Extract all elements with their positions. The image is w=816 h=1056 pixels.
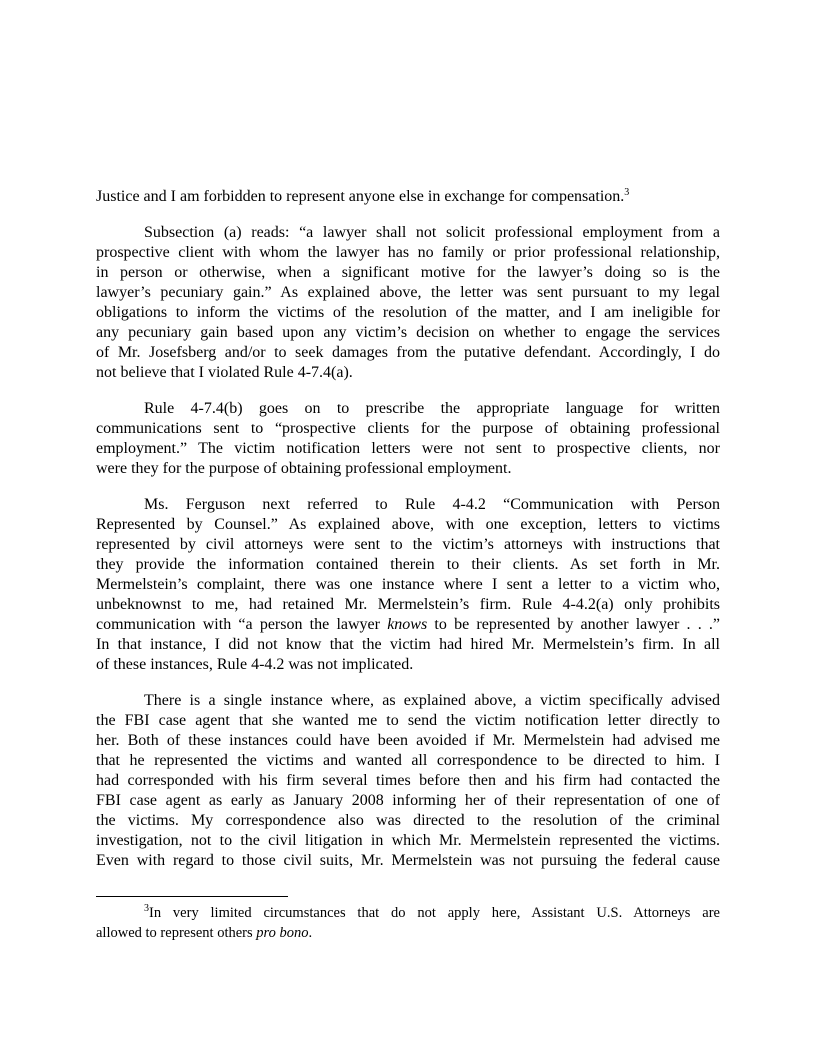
line-text: There is a single instance where, as explained above, a victim specifically advised — [144, 692, 720, 709]
line-text: of Mr. Josefsberg and/or to seek damages from the putative defendant. Accordingly, I do — [96, 344, 720, 361]
line-text: Ms. Ferguson next referred to Rule 4-4.2 “Communication with Person — [144, 496, 720, 513]
line-text: obligations to inform the victims of the resolution of the matter, and I am ineligible for — [96, 304, 720, 321]
text-line — [96, 243, 720, 263]
line-text: any pecuniary gain based upon any victim’s decision on whether to engage the services — [96, 324, 720, 341]
text-line — [96, 731, 720, 751]
text-line — [96, 495, 720, 515]
text-line — [96, 635, 720, 655]
text-line — [96, 439, 720, 459]
text-line — [96, 515, 720, 535]
footnote — [96, 903, 720, 943]
italic-text: pro bono — [256, 925, 309, 941]
line-text: represented by civil attorneys were sent to the victim’s attorneys with instructions that — [96, 536, 720, 553]
text-line — [96, 851, 720, 871]
line-text: of these instances, Rule 4-4.2 was not implicated. — [96, 656, 414, 673]
footnote-marker: 3 — [144, 903, 149, 914]
text-line — [96, 595, 720, 615]
line-text: allowed to represent others — [96, 925, 257, 941]
paragraph — [96, 187, 720, 207]
line-text: had corresponded with his firm several times before then and his firm had contacted the — [96, 772, 720, 789]
text-line — [96, 419, 720, 439]
line-text: In very limited circumstances that do not apply here, Assistant U.S. Attorneys are — [149, 905, 720, 921]
text-line — [96, 771, 720, 791]
line-text: Rule 4-7.4(b) goes on to prescribe the appropriate language for written — [144, 400, 720, 417]
text-line — [96, 343, 720, 363]
line-text: prospective client with whom the lawyer has no family or prior professional relationship, — [96, 244, 720, 261]
line-text: Represented by Counsel.” As explained above, with one exception, letters to victims — [96, 516, 720, 533]
text-line — [96, 323, 720, 343]
text-line — [96, 655, 720, 675]
footnote-line — [96, 903, 720, 923]
text-line — [96, 711, 720, 731]
text-line — [96, 223, 720, 243]
text-line — [96, 459, 720, 479]
line-text: were they for the purpose of obtaining professional employment. — [96, 460, 512, 477]
text-line — [96, 811, 720, 831]
line-text: communication with “a person the lawyer — [96, 616, 388, 633]
text-line — [96, 751, 720, 771]
line-text: employment.” The victim notification letters were not sent to prospective clients, nor — [96, 440, 720, 457]
text-line — [96, 263, 720, 283]
line-text: her. Both of these instances could have been avoided if Mr. Mermelstein had advised me — [96, 732, 720, 749]
footnote-separator — [96, 896, 288, 897]
line-text: not believe that I violated Rule 4-7.4(a). — [96, 364, 353, 381]
paragraph — [96, 223, 720, 383]
line-text: lawyer’s pecuniary gain.” As explained above, the letter was sent pursuant to my legal — [96, 284, 720, 301]
paragraph — [96, 399, 720, 479]
line-text: the FBI case agent that she wanted me to send the victim notification letter directly to — [96, 712, 720, 729]
text-line — [96, 303, 720, 323]
line-text: communications sent to “prospective clients for the purpose of obtaining professional — [96, 420, 720, 437]
line-text: the victims. My correspondence also was directed to the resolution of the criminal — [96, 812, 720, 829]
line-text: that he represented the victims and wanted all correspondence to be directed to him. I — [96, 752, 720, 769]
text-line — [96, 691, 720, 711]
line-text: they provide the information contained therein to their clients. As set forth in Mr. — [96, 556, 720, 573]
line-text: Even with regard to those civil suits, Mr. Mermelstein was not pursuing the federal cause — [96, 852, 720, 869]
line-text: Mermelstein’s complaint, there was one instance where I sent a letter to a victim who, — [96, 576, 720, 593]
italic-text: knows — [387, 616, 428, 633]
line-text: In that instance, I did not know that the victim had hired Mr. Mermelstein’s firm. In all — [96, 636, 720, 653]
paragraph — [96, 691, 720, 871]
text-line — [96, 615, 720, 635]
text-line — [96, 791, 720, 811]
footnote-reference: 3 — [624, 187, 630, 198]
document-body — [96, 187, 720, 887]
text-line — [96, 831, 720, 851]
line-text: FBI case agent as early as January 2008 informing her of their representation of one of — [96, 792, 720, 809]
line-text: Justice and I am forbidden to represent anyone else in exchange for compensation. — [96, 188, 625, 205]
text-line — [96, 535, 720, 555]
line-text: investigation, not to the civil litigation in which Mr. Mermelstein represented the victims. — [96, 832, 720, 849]
text-line — [96, 575, 720, 595]
footnote-line — [96, 923, 720, 943]
text-line — [96, 399, 720, 419]
line-text: . — [308, 925, 313, 941]
text-line — [96, 363, 720, 383]
paragraph — [96, 495, 720, 675]
text-line — [96, 283, 720, 303]
line-text: Subsection (a) reads: “a lawyer shall not solicit professional employment from a — [144, 224, 720, 241]
line-text: unbeknownst to me, had retained Mr. Mermelstein’s firm. Rule 4-4.2(a) only prohibits — [96, 596, 720, 613]
text-line — [96, 555, 720, 575]
text-line — [96, 187, 720, 207]
line-text: in person or otherwise, when a significant motive for the lawyer’s doing so is the — [96, 264, 720, 281]
line-text: to be represented by another lawyer . . .” — [427, 616, 721, 633]
